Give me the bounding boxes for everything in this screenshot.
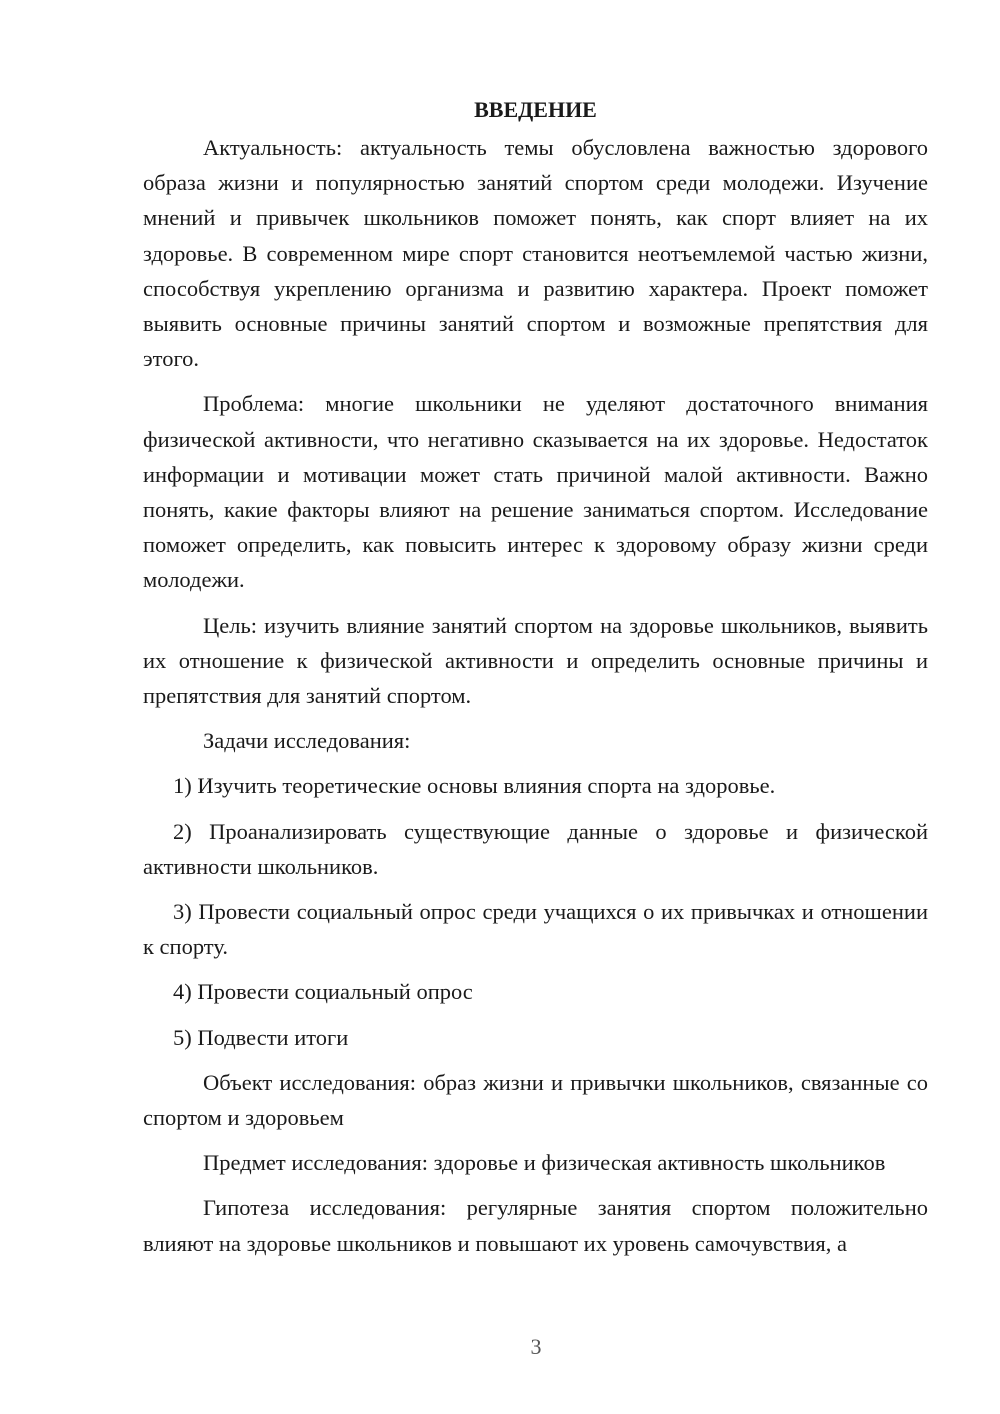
object-paragraph: Объект исследования: образ жизни и привычки школьников, связанные со спортом и здоровьем bbox=[143, 1069, 928, 1131]
document-page bbox=[143, 92, 928, 1271]
section-heading: ВВЕДЕНИЕ bbox=[474, 97, 597, 122]
task-item-3: 3) Провести социальный опрос среди учащихся о их привычках и отношении к спорту. bbox=[143, 899, 928, 960]
task-item-4: 4) Провести социальный опрос bbox=[173, 979, 473, 1005]
goal-paragraph: Цель: изучить влияние занятий спортом на здоровье школьников, выявить их отношение к физической активности и определить основные причины и препятствия для занятий спортом. bbox=[143, 612, 928, 709]
relevance-paragraph: Актуальность: актуальность темы обусловлена важностью здорового образа жизни и популярностью занятий спортом среди молодежи. Изучение мнений и привычек школьников поможет понять, как спорт влияет на их здоровье. В современном мире спорт становится неотъемлемой частью жизни, способствуя укреплению организма и развитию характера. Проект поможет выявить основные причины занятий спортом и возможные препятствия для этого. bbox=[143, 135, 928, 372]
tasks-heading: Задачи исследования: bbox=[203, 728, 411, 754]
problem-paragraph: Проблема: многие школьники не уделяют достаточного внимания физической активности, что негативно сказывается на их здоровье. Недостаток информации и мотивации может стать причиной малой активности. Важно понять, какие факторы влияют на решение заниматься спортом. Исследование поможет определить, как повысить интерес к здоровому образу жизни среди молодежи. bbox=[143, 391, 928, 593]
subject-paragraph: Предмет исследования: здоровье и физическая активность школьников bbox=[203, 1150, 886, 1176]
page-number: 3 bbox=[530, 1334, 542, 1359]
task-item-1: 1) Изучить теоретические основы влияния спорта на здоровье. bbox=[173, 773, 776, 799]
task-item-2: 2) Проанализировать существующие данные о здоровье и физической активности школьников. bbox=[143, 818, 928, 879]
hypothesis-paragraph: Гипотеза исследования: регулярные занятия спортом положительно влияют на здоровье школьников и повышают их уровень самочувствия, а bbox=[143, 1195, 928, 1256]
task-item-5: 5) Подвести итоги bbox=[173, 1024, 349, 1050]
